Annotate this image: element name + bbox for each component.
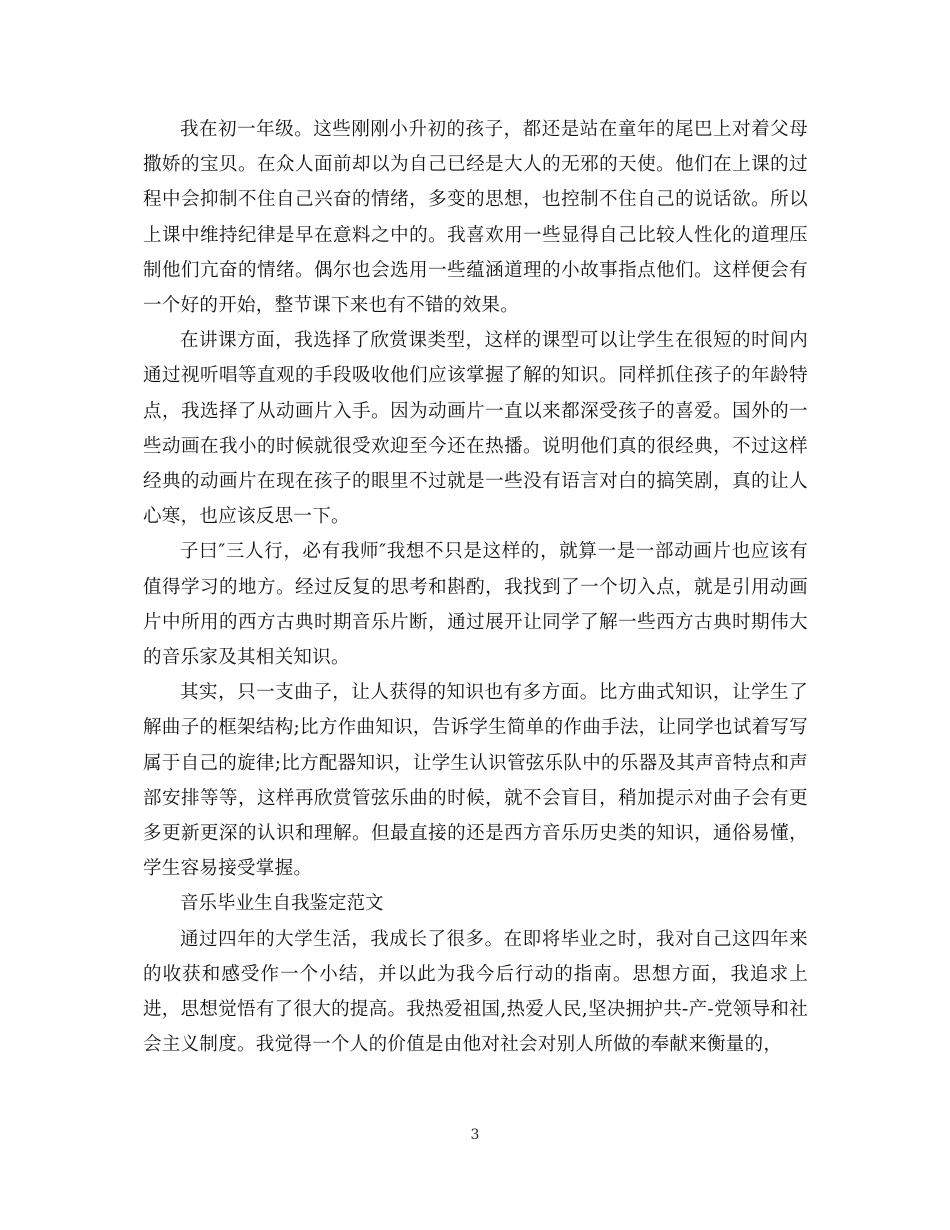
paragraph-music-knowledge: 其实，只一支曲子，让人获得的知识也有多方面。比方曲式知识，让学生了解曲子的框架结构;比方作曲知识，告诉学生简单的作曲手法，让同学也试着写写属于自己的旋律;比方配器知识，让学生认识管弦乐队中的乐器及其声音特点和声部安排等等，这样再欣赏管弦乐曲的时候，就不会盲目，稍加提示对曲子会有更多更新更深的认识和理解。但最直接的还是西方音乐历史类的知识，通俗易懂，学生容易接受掌握。	[143, 682, 808, 880]
document-body	[143, 112, 808, 1062]
paragraph-classroom-discipline: 我在初一年级。这些刚刚小升初的孩子，都还是站在童年的尾巴上对着父母撒娇的宝贝。在众人面前却以为自己已经是大人的无邪的天使。他们在上课的过程中会抑制不住自己兴奋的情绪，多变的思想，也控制不住自己的说话欲。所以上课中维持纪律是早在意料之中的。我喜欢用一些显得自己比较人性化的道理压制他们亢奋的情绪。偶尔也会选用一些蕴涵道理的小故事指点他们。这样便会有一个好的开始，整节课下来也有不错的效果。	[143, 119, 808, 317]
paragraph-lesson-approach: 在讲课方面，我选择了欣赏课类型，这样的课型可以让学生在很短的时间内通过视听唱等直观的手段吸收他们应该掌握了解的知识。同样抓住孩子的年龄特点，我选择了从动画片入手。因为动画片一直以来都深受孩子的喜爱。国外的一些动画在我小的时候就很受欢迎至今还在热播。说明他们真的很经典，不过这样经典的动画片在现在孩子的眼里不过就是一些没有语言对白的搞笑剧，真的让人心寒，也应该反思一下。	[143, 330, 808, 528]
section-title: 音乐毕业生自我鉴定范文	[180, 893, 384, 915]
paragraph-confucius-quote: 子曰″三人行，必有我师″我想不只是这样的，就算一是一部动画片也应该有值得学习的地方。经过反复的思考和斟酌，我找到了一个切入点，就是引用动画片中所用的西方古典时期音乐片断，通过展开让同学了解一些西方古典时期伟大的音乐家及其相关知识。	[143, 541, 808, 669]
page-number: 3	[470, 1127, 480, 1143]
paragraph-self-assessment: 通过四年的大学生活，我成长了很多。在即将毕业之时，我对自己这四年来的收获和感受作一个小结，并以此为我今后行动的指南。思想方面，我追求上进，思想觉悟有了很大的提高。我热爱祖国,热爱人民,坚决拥护共-产-党领导和社会主义制度。我觉得一个人的价值是由他对社会对别人所做的奉献来衡量的，	[143, 928, 808, 1056]
